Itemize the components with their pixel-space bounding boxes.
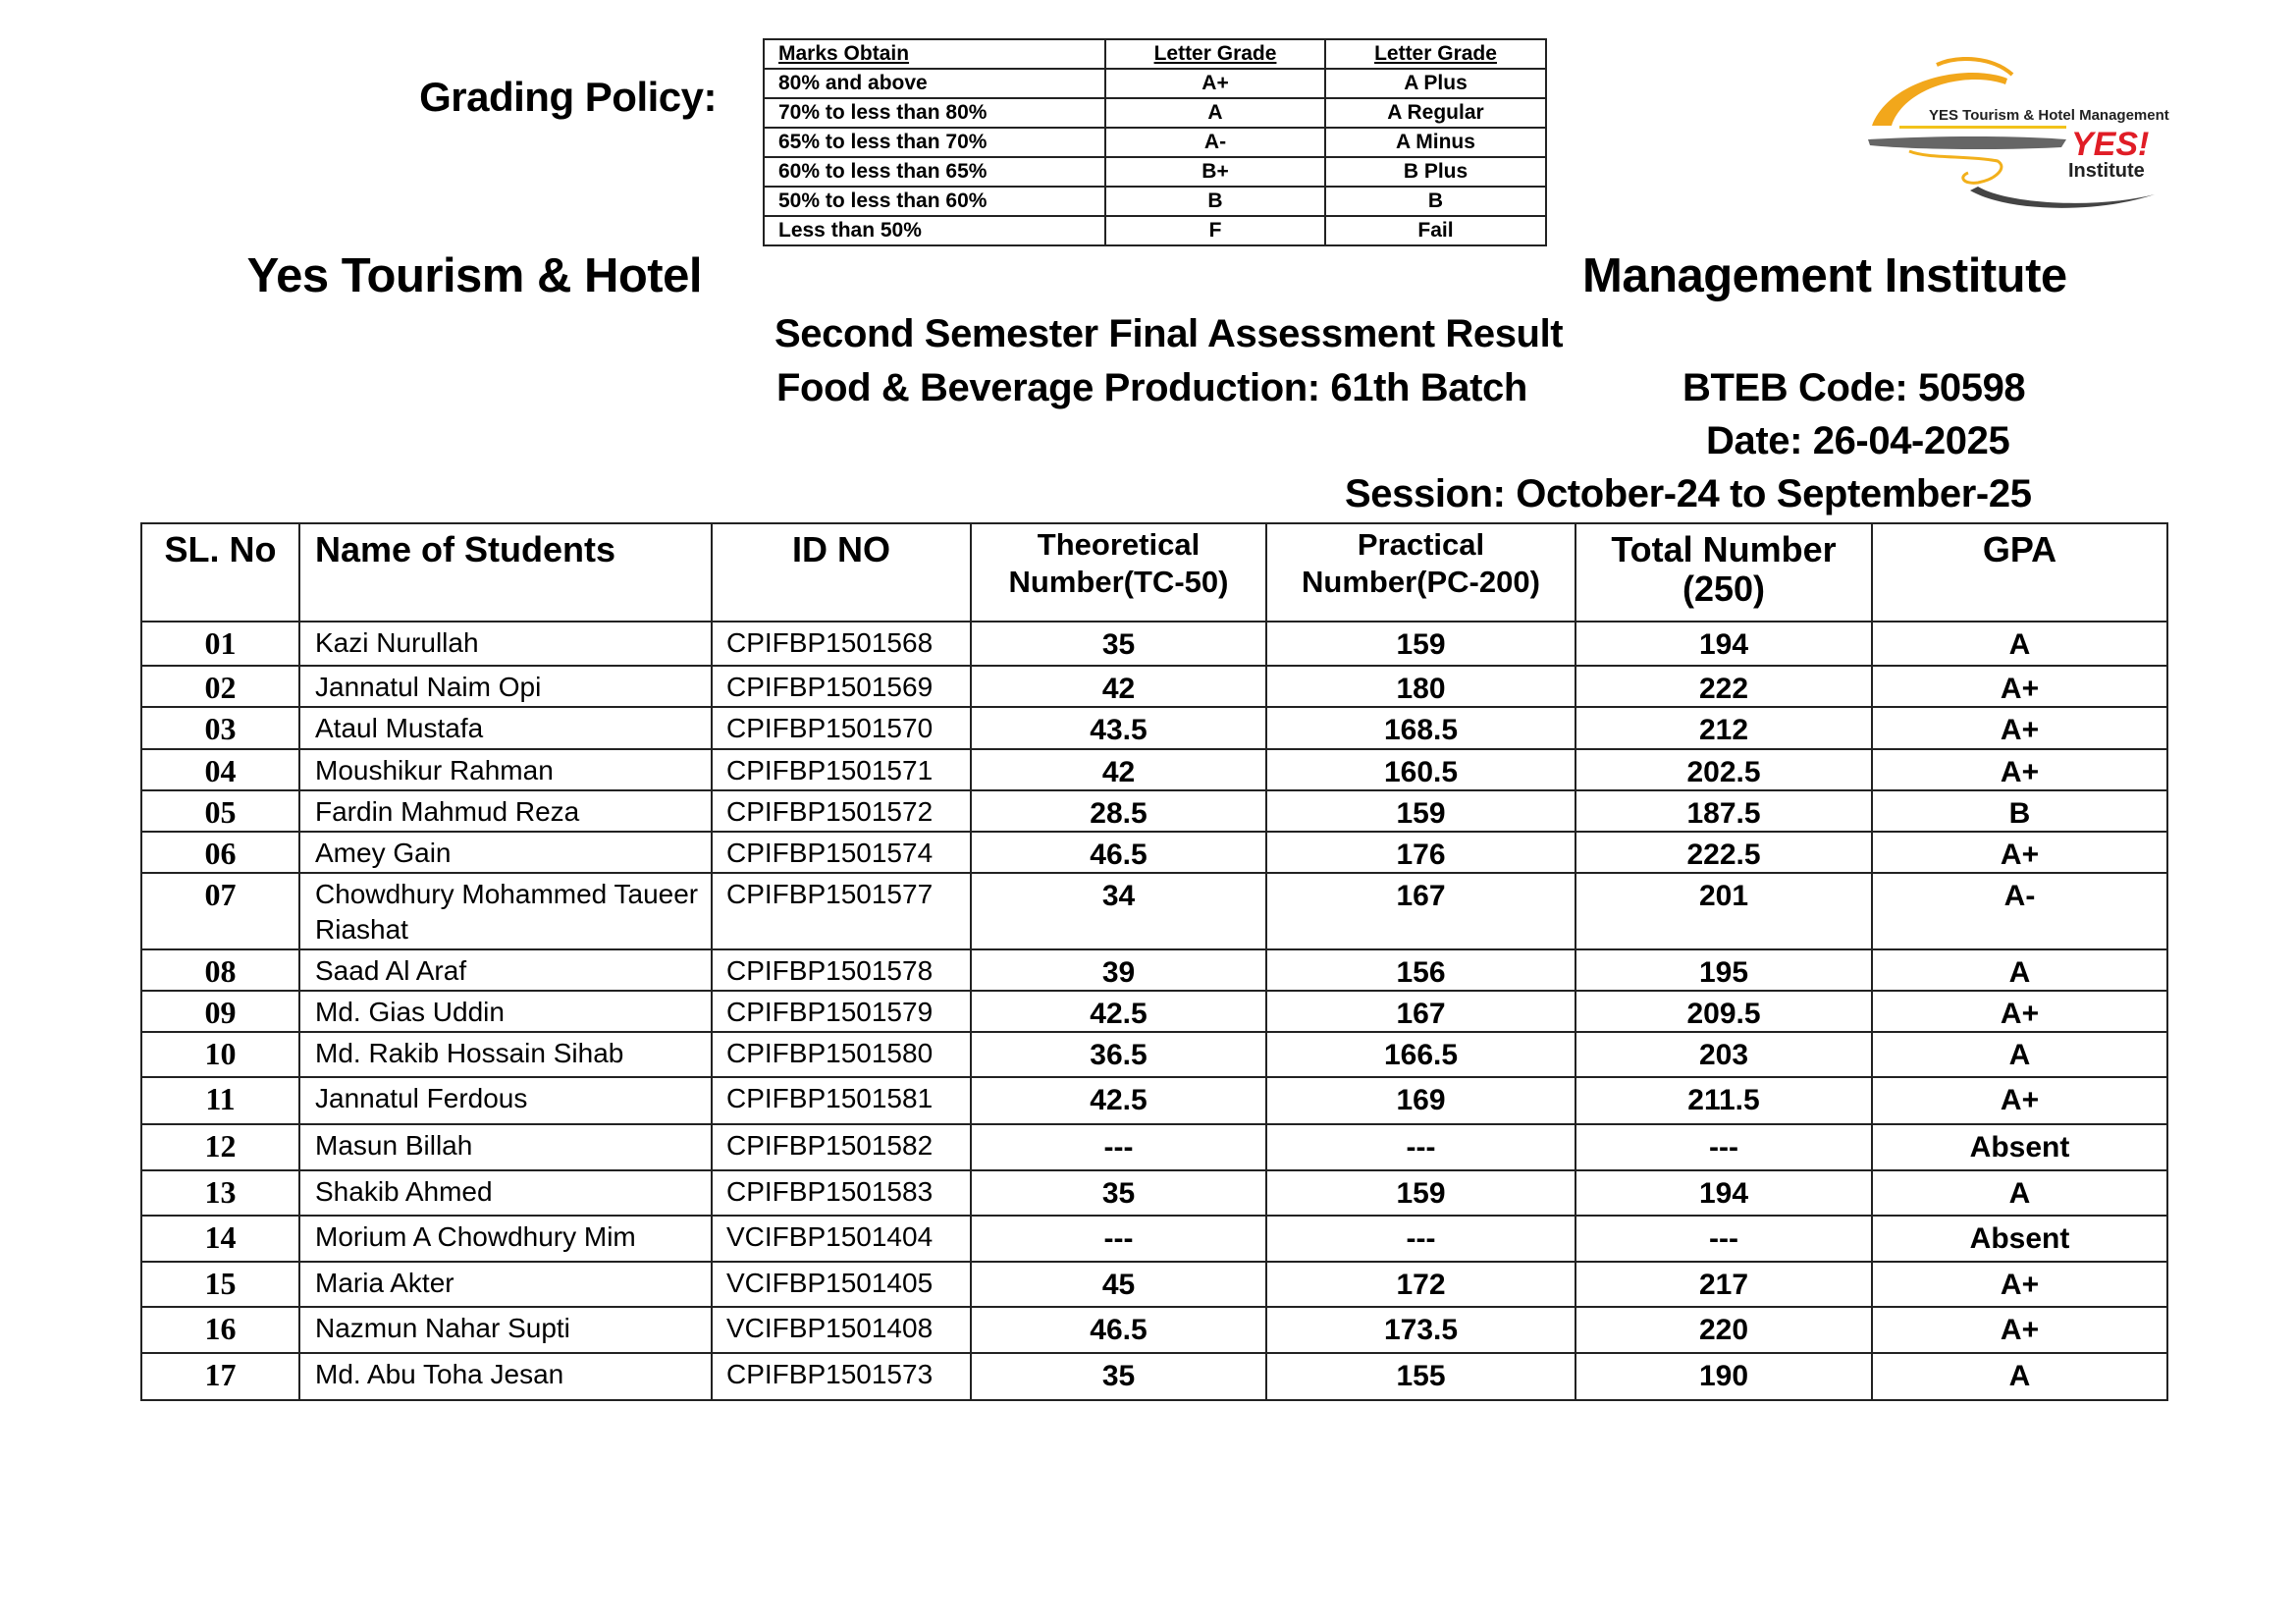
session-range: Session: October-24 to September-25 — [1345, 472, 2032, 515]
gpa-grade — [1872, 1077, 2167, 1124]
practical-marks — [1266, 1216, 1575, 1262]
serial-number: 09 — [141, 991, 299, 1032]
gpa-grade-value: A — [2008, 1177, 2031, 1210]
practical-marks — [1266, 749, 1575, 790]
total-marks-value: 222.5 — [1686, 839, 1761, 871]
total-marks-value: 212 — [1698, 714, 1749, 746]
student-name: Masun Billah — [299, 1124, 712, 1170]
practical-marks-value: 156 — [1396, 956, 1446, 989]
total-marks — [1575, 1124, 1872, 1170]
student-name: Jannatul Naim Opi — [299, 666, 712, 707]
grading-header-cell: Letter Grade — [1325, 39, 1546, 69]
serial-number: 13 — [141, 1170, 299, 1216]
gpa-grade-value: B — [2008, 797, 2031, 830]
practical-marks-value: 160.5 — [1383, 756, 1459, 788]
serial-number: 10 — [141, 1032, 299, 1077]
theoretical-marks — [971, 622, 1266, 666]
student-id: CPIFBP1501583 — [712, 1170, 971, 1216]
total-marks-value: 220 — [1698, 1314, 1749, 1346]
grade-description: Fail — [1325, 216, 1546, 245]
student-id: CPIFBP1501571 — [712, 749, 971, 790]
practical-marks — [1266, 1170, 1575, 1216]
student-id: CPIFBP1501577 — [712, 873, 971, 949]
total-marks-value: 194 — [1698, 1177, 1749, 1210]
theoretical-marks-value: 39 — [1101, 956, 1136, 989]
grade-description: A Regular — [1325, 98, 1546, 128]
theoretical-marks — [971, 666, 1266, 707]
total-marks — [1575, 1032, 1872, 1077]
grading-row — [764, 128, 1546, 157]
practical-marks-value: 159 — [1396, 797, 1446, 830]
gpa-grade — [1872, 1032, 2167, 1077]
serial-number: 02 — [141, 666, 299, 707]
total-marks-value: 194 — [1698, 628, 1749, 661]
total-marks — [1575, 790, 1872, 832]
gpa-grade-value: A — [2008, 628, 2031, 661]
practical-marks-value: 167 — [1396, 998, 1446, 1030]
student-id: CPIFBP1501574 — [712, 832, 971, 873]
gpa-grade — [1872, 1262, 2167, 1307]
svg-text:Institute: Institute — [2068, 160, 2145, 182]
results-table — [140, 522, 2168, 1401]
total-marks-value: --- — [1709, 1222, 1738, 1255]
serial-number: 14 — [141, 1216, 299, 1262]
total-marks-value: 217 — [1698, 1269, 1749, 1301]
theoretical-marks-value: 35 — [1101, 628, 1136, 661]
total-marks — [1575, 1170, 1872, 1216]
student-name: Md. Rakib Hossain Sihab — [299, 1032, 712, 1077]
serial-number: 03 — [141, 707, 299, 749]
gpa-grade — [1872, 949, 2167, 991]
result-title: Second Semester Final Assessment Result — [774, 312, 1564, 355]
student-id: CPIFBP1501568 — [712, 622, 971, 666]
serial-number: 17 — [141, 1353, 299, 1400]
student-id: CPIFBP1501582 — [712, 1124, 971, 1170]
table-row — [141, 1216, 2167, 1262]
student-id: CPIFBP1501573 — [712, 1353, 971, 1400]
table-row — [141, 832, 2167, 873]
practical-marks — [1266, 1353, 1575, 1400]
serial-number: 08 — [141, 949, 299, 991]
theoretical-marks-value: --- — [1103, 1131, 1134, 1164]
total-marks-value: 202.5 — [1686, 756, 1761, 788]
total-marks — [1575, 1216, 1872, 1262]
gpa-grade-value: Absent — [1969, 1131, 2070, 1164]
practical-marks — [1266, 1262, 1575, 1307]
theoretical-marks-value: 42.5 — [1090, 998, 1148, 1030]
total-marks-value: 203 — [1698, 1039, 1749, 1071]
table-row — [141, 749, 2167, 790]
student-name: Ataul Mustafa — [299, 707, 712, 749]
theoretical-marks-value: 46.5 — [1090, 839, 1148, 871]
practical-marks — [1266, 790, 1575, 832]
practical-marks-value: 159 — [1396, 628, 1446, 661]
student-name: Fardin Mahmud Reza — [299, 790, 712, 832]
table-row — [141, 1307, 2167, 1353]
serial-number: 04 — [141, 749, 299, 790]
institute-logo — [1860, 57, 2194, 214]
student-id: CPIFBP1501572 — [712, 790, 971, 832]
gpa-grade-value: A+ — [2000, 673, 2040, 705]
grading-header-cell: Letter Grade — [1105, 39, 1325, 69]
student-name: Moushikur Rahman — [299, 749, 712, 790]
theoretical-marks-value: 34 — [1101, 880, 1136, 912]
theoretical-marks — [971, 790, 1266, 832]
marks-range: 70% to less than 80% — [764, 98, 1105, 128]
svg-text:YES Tourism & Hotel Management: YES Tourism & Hotel Management — [1929, 107, 2169, 124]
table-row — [141, 1124, 2167, 1170]
student-id: VCIFBP1501405 — [712, 1262, 971, 1307]
col-header-theoretical-line1: Theoretical — [1037, 527, 1201, 562]
theoretical-marks — [971, 1077, 1266, 1124]
student-name: Shakib Ahmed — [299, 1170, 712, 1216]
gpa-grade — [1872, 707, 2167, 749]
gpa-grade — [1872, 1216, 2167, 1262]
student-name: Jannatul Ferdous — [299, 1077, 712, 1124]
theoretical-marks-value: 35 — [1101, 1177, 1136, 1210]
total-marks — [1575, 991, 1872, 1032]
practical-marks — [1266, 666, 1575, 707]
total-marks-value: 211.5 — [1687, 1084, 1760, 1116]
theoretical-marks-value: 36.5 — [1090, 1039, 1148, 1071]
theoretical-marks — [971, 832, 1266, 873]
grading-header-cell: Marks Obtain — [764, 39, 1105, 69]
practical-marks — [1266, 707, 1575, 749]
student-id: CPIFBP1501579 — [712, 991, 971, 1032]
table-header-row — [141, 523, 2167, 622]
program-batch: Food & Beverage Production: 61th Batch — [776, 366, 1527, 409]
theoretical-marks — [971, 1216, 1266, 1262]
gpa-grade — [1872, 873, 2167, 949]
table-row — [141, 1262, 2167, 1307]
result-date: Date: 26-04-2025 — [1706, 419, 2010, 462]
practical-marks-value: 180 — [1396, 673, 1446, 705]
total-marks-value: 195 — [1698, 956, 1749, 989]
practical-marks-value: 169 — [1396, 1084, 1446, 1116]
practical-marks-value: 168.5 — [1383, 714, 1459, 746]
serial-number: 05 — [141, 790, 299, 832]
col-header-practical-line2: Number(PC-200) — [1302, 565, 1540, 599]
practical-marks — [1266, 622, 1575, 666]
student-name: Maria Akter — [299, 1262, 712, 1307]
theoretical-marks — [971, 949, 1266, 991]
theoretical-marks-value: 28.5 — [1090, 797, 1148, 830]
col-header-sl: SL. No — [141, 523, 299, 622]
theoretical-marks-value: --- — [1103, 1222, 1134, 1255]
total-marks — [1575, 707, 1872, 749]
serial-number: 12 — [141, 1124, 299, 1170]
col-header-theoretical — [971, 523, 1266, 622]
student-name: Amey Gain — [299, 832, 712, 873]
gpa-grade — [1872, 1353, 2167, 1400]
cloche-logo-icon — [1860, 57, 2194, 214]
total-marks — [1575, 949, 1872, 991]
gpa-grade-value: Absent — [1969, 1222, 2070, 1255]
gpa-grade-value: A — [2008, 1360, 2031, 1392]
col-header-total-line1: Total Number — [1611, 529, 1837, 569]
col-header-total — [1575, 523, 1872, 622]
theoretical-marks — [971, 991, 1266, 1032]
theoretical-marks-value: 35 — [1101, 1360, 1136, 1392]
theoretical-marks — [971, 1353, 1266, 1400]
marks-range: 65% to less than 70% — [764, 128, 1105, 157]
student-name: Saad Al Araf — [299, 949, 712, 991]
theoretical-marks — [971, 1032, 1266, 1077]
gpa-grade-value: A — [2008, 1039, 2031, 1071]
total-marks — [1575, 1077, 1872, 1124]
col-header-total-line2: (250) — [1682, 568, 1766, 609]
student-name: Nazmun Nahar Supti — [299, 1307, 712, 1353]
total-marks-value: 222 — [1698, 673, 1749, 705]
student-id: CPIFBP1501578 — [712, 949, 971, 991]
grading-row — [764, 69, 1546, 98]
gpa-grade — [1872, 991, 2167, 1032]
bteb-code: BTEB Code: 50598 — [1682, 366, 2026, 409]
student-id: CPIFBP1501581 — [712, 1077, 971, 1124]
col-header-id: ID NO — [712, 523, 971, 622]
practical-marks — [1266, 1032, 1575, 1077]
practical-marks-value: --- — [1406, 1131, 1436, 1164]
total-marks — [1575, 1353, 1872, 1400]
col-header-practical — [1266, 523, 1575, 622]
institute-name-right: Management Institute — [1582, 249, 2067, 302]
theoretical-marks-value: 42 — [1101, 756, 1136, 788]
svg-text:YES!: YES! — [2071, 126, 2150, 163]
gpa-grade-value: A+ — [2000, 1269, 2040, 1301]
student-id: CPIFBP1501569 — [712, 666, 971, 707]
grading-row — [764, 98, 1546, 128]
serial-number: 16 — [141, 1307, 299, 1353]
grade-description: A Minus — [1325, 128, 1546, 157]
gpa-grade — [1872, 666, 2167, 707]
practical-marks-value: 159 — [1396, 1177, 1446, 1210]
grade-description: B — [1325, 187, 1546, 216]
theoretical-marks-value: 42 — [1101, 673, 1136, 705]
gpa-grade — [1872, 622, 2167, 666]
letter-grade: F — [1105, 216, 1325, 245]
total-marks — [1575, 666, 1872, 707]
student-id: VCIFBP1501404 — [712, 1216, 971, 1262]
student-id: CPIFBP1501580 — [712, 1032, 971, 1077]
gpa-grade — [1872, 1307, 2167, 1353]
table-row — [141, 1032, 2167, 1077]
marks-range: 50% to less than 60% — [764, 187, 1105, 216]
student-name: Morium A Chowdhury Mim — [299, 1216, 712, 1262]
student-id: VCIFBP1501408 — [712, 1307, 971, 1353]
total-marks — [1575, 622, 1872, 666]
table-row — [141, 949, 2167, 991]
table-row — [141, 1170, 2167, 1216]
student-name: Kazi Nurullah — [299, 622, 712, 666]
gpa-grade — [1872, 749, 2167, 790]
theoretical-marks — [971, 873, 1266, 949]
col-header-name: Name of Students — [299, 523, 712, 622]
total-marks-value: --- — [1709, 1131, 1738, 1164]
letter-grade: B+ — [1105, 157, 1325, 187]
theoretical-marks-value: 43.5 — [1090, 714, 1148, 746]
theoretical-marks — [971, 1262, 1266, 1307]
practical-marks-value: 172 — [1396, 1269, 1446, 1301]
grade-description: B Plus — [1325, 157, 1546, 187]
practical-marks — [1266, 1307, 1575, 1353]
grade-description: A Plus — [1325, 69, 1546, 98]
student-name: Md. Abu Toha Jesan — [299, 1353, 712, 1400]
grading-policy-label: Grading Policy: — [419, 74, 717, 120]
gpa-grade-value: A+ — [2000, 1314, 2040, 1346]
table-row — [141, 991, 2167, 1032]
gpa-grade-value: A+ — [2000, 839, 2040, 871]
table-row — [141, 790, 2167, 832]
practical-marks — [1266, 949, 1575, 991]
total-marks-value: 209.5 — [1686, 998, 1761, 1030]
col-header-theoretical-line2: Number(TC-50) — [1008, 565, 1229, 599]
serial-number: 11 — [141, 1077, 299, 1124]
student-name: Chowdhury Mohammed Taueer Riashat — [299, 873, 712, 949]
theoretical-marks — [971, 1307, 1266, 1353]
gpa-grade — [1872, 790, 2167, 832]
student-id: CPIFBP1501570 — [712, 707, 971, 749]
gpa-grade-value: A+ — [2000, 756, 2040, 788]
practical-marks — [1266, 873, 1575, 949]
practical-marks-value: 176 — [1396, 839, 1446, 871]
gpa-grade-value: A- — [2003, 880, 2036, 912]
serial-number: 07 — [141, 873, 299, 949]
col-header-gpa: GPA — [1872, 523, 2167, 622]
theoretical-marks-value: 42.5 — [1090, 1084, 1148, 1116]
table-row — [141, 622, 2167, 666]
gpa-grade — [1872, 1124, 2167, 1170]
gpa-grade-value: A — [2008, 956, 2031, 989]
practical-marks-value: 166.5 — [1383, 1039, 1459, 1071]
marks-range: 60% to less than 65% — [764, 157, 1105, 187]
gpa-grade-value: A+ — [2000, 714, 2040, 746]
total-marks-value: 190 — [1698, 1360, 1749, 1392]
practical-marks-value: --- — [1406, 1222, 1436, 1255]
letter-grade: A — [1105, 98, 1325, 128]
table-row — [141, 707, 2167, 749]
theoretical-marks — [971, 707, 1266, 749]
letter-grade: B — [1105, 187, 1325, 216]
theoretical-marks — [971, 749, 1266, 790]
table-row — [141, 1077, 2167, 1124]
letter-grade: A- — [1105, 128, 1325, 157]
table-row — [141, 666, 2167, 707]
practical-marks-value: 167 — [1396, 880, 1446, 912]
letter-grade: A+ — [1105, 69, 1325, 98]
total-marks — [1575, 1262, 1872, 1307]
student-name: Md. Gias Uddin — [299, 991, 712, 1032]
gpa-grade — [1872, 1170, 2167, 1216]
table-row — [141, 873, 2167, 949]
marks-range: Less than 50% — [764, 216, 1105, 245]
practical-marks — [1266, 1077, 1575, 1124]
practical-marks — [1266, 832, 1575, 873]
total-marks — [1575, 832, 1872, 873]
grading-row — [764, 187, 1546, 216]
theoretical-marks — [971, 1170, 1266, 1216]
serial-number: 15 — [141, 1262, 299, 1307]
total-marks — [1575, 749, 1872, 790]
practical-marks-value: 173.5 — [1383, 1314, 1459, 1346]
theoretical-marks — [971, 1124, 1266, 1170]
total-marks-value: 187.5 — [1686, 797, 1761, 830]
marks-range: 80% and above — [764, 69, 1105, 98]
total-marks — [1575, 873, 1872, 949]
gpa-grade-value: A+ — [2000, 998, 2040, 1030]
table-row — [141, 1353, 2167, 1400]
grading-row — [764, 157, 1546, 187]
serial-number: 06 — [141, 832, 299, 873]
grading-row — [764, 216, 1546, 245]
grading-policy-table — [763, 38, 1547, 246]
practical-marks — [1266, 1124, 1575, 1170]
gpa-grade — [1872, 832, 2167, 873]
total-marks — [1575, 1307, 1872, 1353]
col-header-practical-line1: Practical — [1357, 527, 1485, 562]
grading-header-row — [764, 39, 1546, 69]
practical-marks-value: 155 — [1396, 1360, 1446, 1392]
institute-name-left: Yes Tourism & Hotel — [246, 249, 702, 302]
serial-number: 01 — [141, 622, 299, 666]
practical-marks — [1266, 991, 1575, 1032]
theoretical-marks-value: 46.5 — [1090, 1314, 1148, 1346]
gpa-grade-value: A+ — [2000, 1084, 2040, 1116]
total-marks-value: 201 — [1698, 880, 1749, 912]
theoretical-marks-value: 45 — [1101, 1269, 1136, 1301]
